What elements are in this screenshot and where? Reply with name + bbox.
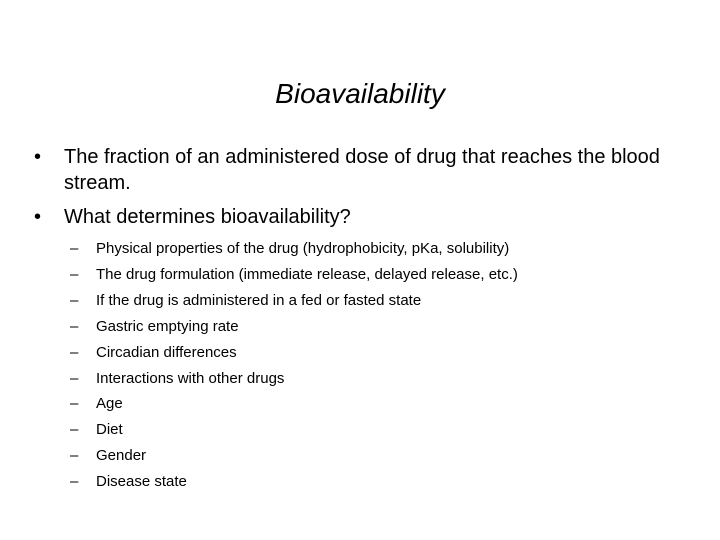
sub-bullet-item bbox=[70, 340, 670, 366]
dash-marker: – bbox=[70, 473, 79, 491]
bullet-marker: • bbox=[34, 206, 42, 228]
bullet-item bbox=[34, 144, 684, 196]
sub-bullet-item bbox=[70, 262, 670, 288]
dash-marker: – bbox=[70, 343, 79, 361]
sub-bullet-text: Circadian differences bbox=[96, 343, 237, 361]
sub-bullet-text: Disease state bbox=[96, 473, 187, 491]
dash-marker: – bbox=[70, 369, 79, 387]
sub-bullet-item bbox=[70, 288, 670, 314]
slide-title: Bioavailability bbox=[275, 78, 445, 109]
sub-bullet-text: The drug formulation (immediate release, delayed release, etc.) bbox=[96, 265, 518, 283]
bullet-item bbox=[34, 204, 684, 230]
sub-bullet-text: Gender bbox=[96, 447, 147, 465]
dash-marker: – bbox=[70, 395, 79, 413]
sub-bullet-text: Diet bbox=[96, 421, 123, 439]
sub-bullet-item bbox=[70, 417, 670, 443]
dash-marker: – bbox=[70, 317, 79, 335]
sub-bullet-text: Interactions with other drugs bbox=[96, 369, 285, 387]
sub-bullet-text: Gastric emptying rate bbox=[96, 317, 239, 335]
sub-bullet-item bbox=[70, 236, 670, 262]
dash-marker: – bbox=[70, 240, 79, 257]
dash-marker: – bbox=[70, 421, 79, 439]
sub-bullet-item bbox=[70, 469, 670, 495]
sub-bullet-text: Age bbox=[96, 395, 123, 413]
sub-bullet-item bbox=[70, 366, 670, 392]
bullet-list bbox=[34, 144, 684, 238]
sub-bullet-item bbox=[70, 391, 670, 417]
sub-bullet-text: Physical properties of the drug (hydrophobicity, pKa, solubility) bbox=[96, 240, 510, 257]
sub-bullet-list bbox=[70, 236, 670, 495]
sub-bullet-text: If the drug is administered in a fed or fasted state bbox=[96, 291, 422, 309]
dash-marker: – bbox=[70, 265, 79, 283]
bullet-marker: • bbox=[34, 146, 42, 168]
bullet-text: What determines bioavailability? bbox=[64, 206, 351, 228]
sub-bullet-item bbox=[70, 314, 670, 340]
bullet-text: The fraction of an administered dose of drug that reaches the blood stream. bbox=[64, 146, 660, 194]
dash-marker: – bbox=[70, 447, 79, 465]
sub-bullet-item bbox=[70, 443, 670, 469]
dash-marker: – bbox=[70, 291, 79, 309]
